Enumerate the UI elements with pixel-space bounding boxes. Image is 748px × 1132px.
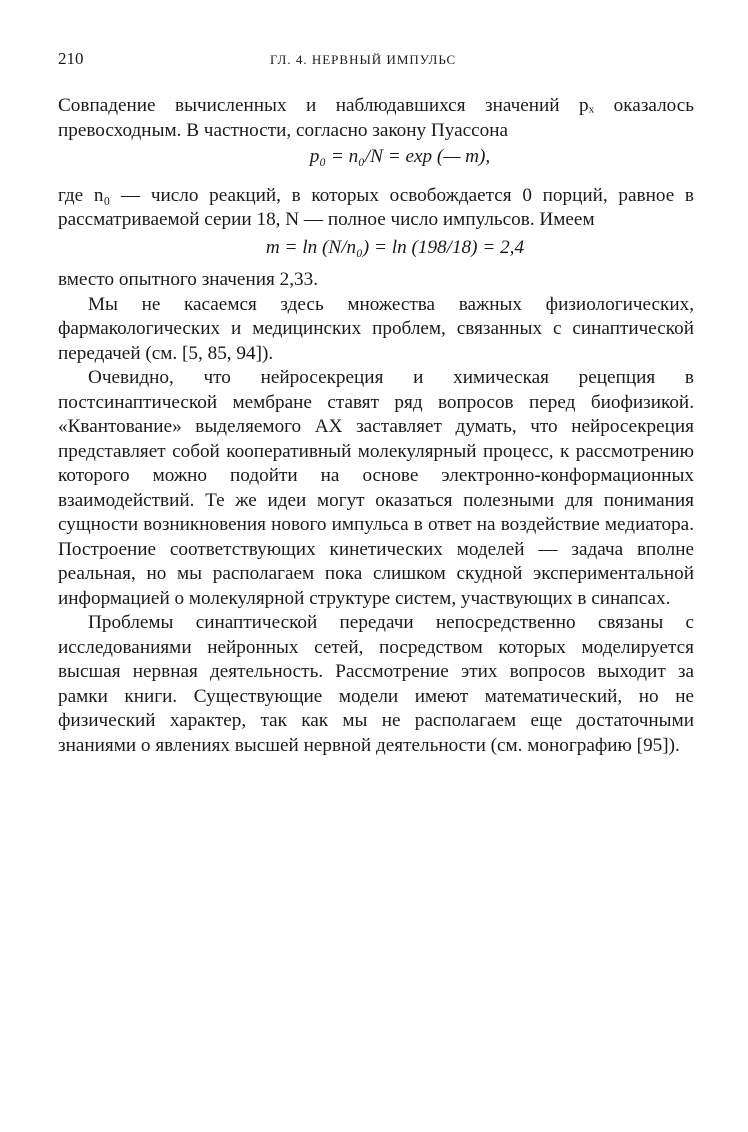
running-head: ГЛ. 4. НЕРВНЫЙ ИМПУЛЬС [270, 52, 457, 67]
formula-poisson: p₀ = n₀/N = exp (— m), [309, 146, 491, 167]
formula-m: m = ln (N/n₀) = ln (198/18) = 2,4 [265, 236, 525, 258]
paragraph-4: Мы не касаемся здесь множества важных физиологических, фармакологических и медицинских проблем, связанных с синаптической передачей (см. [5, 85, 94]). [58, 293, 694, 364]
page-number: 210 [58, 49, 84, 68]
paragraph-5: Очевидно, что нейросекреция и химическая рецепция в постсинаптической мембране ставят ряд вопросов перед биофизикой. «Квантование» выделяемого АХ заставляет думать, что нейросекреция представляет собой кооперативный молекулярный процесс, к рассмотрению которого можно подойти на основе электронно-конформационных взаимодействий. Те же идеи могут оказаться полезными для понимания сущности возникновения нового импульса в ответ на воздействие медиатора. Построение соответствующих кинетических моделей — задача вполне реальная, но мы располагаем пока слишком скудной экспериментальной информацией о молекулярной структуре систем, участвующих в синапсах. [58, 367, 694, 609]
paragraph-2: где n₀ — число реакций, в которых освобождается 0 порций, равное в рассматриваемой серии 18, N — полное число импульсов. Имеем [58, 184, 694, 230]
paragraph-6: Проблемы синаптической передачи непосредственно связаны с исследованиями нейронных сетей, посредством которых моделируется высшая нервная деятельность. Рассмотрение этих вопросов выходит за рамки книги. Существующие модели имеют математический, но не физический характер, так как мы не располагаем еще достаточными знаниями о явлениях высшей нервной деятельности (см. монографию [95]). [58, 612, 694, 756]
body-text [58, 94, 694, 758]
paragraph-3: вместо опытного значения 2,33. [58, 269, 318, 290]
paragraph-1: Совпадение вычисленных и наблюдавшихся значений pₓ оказалось превосходным. В частности, согласно закону Пуассона [58, 95, 694, 141]
page-header [58, 49, 694, 73]
